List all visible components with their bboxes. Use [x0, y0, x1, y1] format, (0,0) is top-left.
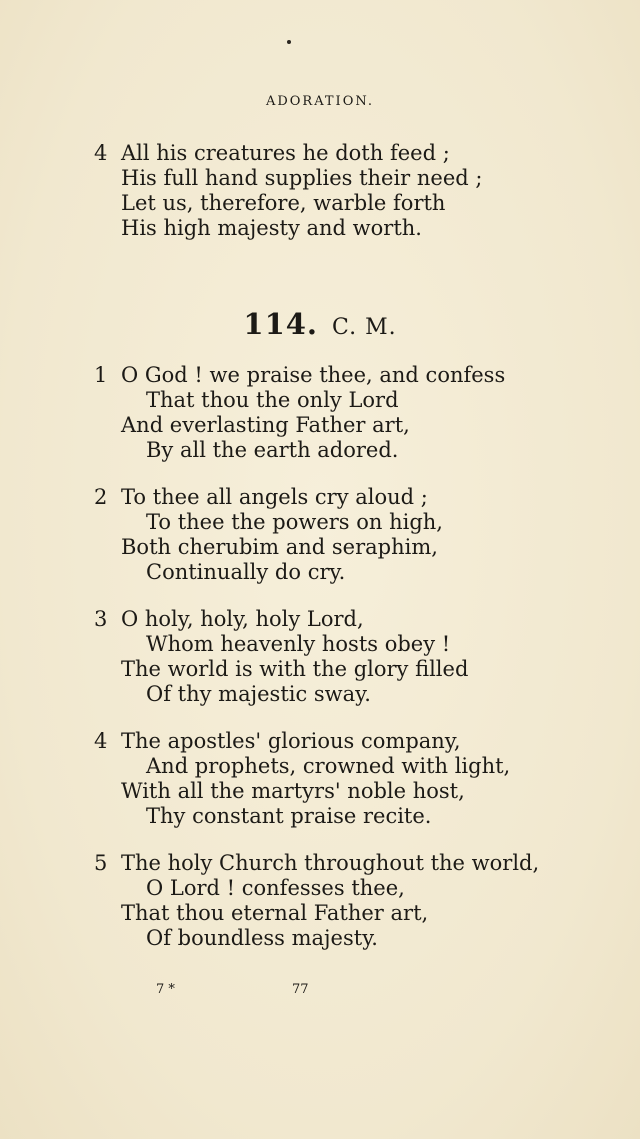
verse-line — [94, 804, 614, 829]
verse-number: 4 — [94, 141, 108, 165]
verse-line-text: That thou eternal Father art, — [121, 901, 429, 925]
running-head-text: ADORATION. — [265, 94, 375, 109]
verse-line-text: Of boundless majesty. — [146, 926, 378, 950]
verse-line-text: To thee all angels cry aloud ; — [121, 485, 428, 509]
verse-line-text: That thou the only Lord — [146, 388, 399, 412]
verse-line — [94, 141, 614, 166]
ink-dot — [287, 40, 291, 44]
verse-line — [94, 779, 614, 804]
verse-line-text: The world is with the glory filled — [121, 657, 469, 681]
verse-line-text: Whom heavenly hosts obey ! — [146, 632, 451, 656]
verse-line — [94, 166, 614, 191]
hymn-verse-2 — [94, 485, 614, 585]
verse-line — [94, 682, 614, 707]
verse-line — [94, 729, 614, 754]
hymn-verse-3 — [94, 607, 614, 707]
verse-line-text: O Lord ! confesses thee, — [146, 876, 405, 900]
running-head — [0, 94, 640, 109]
verse-line — [94, 191, 614, 216]
verse-number: 5 — [94, 851, 108, 875]
verse-line-text: Let us, therefore, warble forth — [121, 191, 446, 215]
verse-line — [94, 510, 614, 535]
verse-line-text: And prophets, crowned with light, — [146, 754, 511, 778]
verse-line-text: Of thy majestic sway. — [146, 682, 371, 706]
verse-line-text: With all the martyrs' noble host, — [121, 779, 465, 803]
verse-line-text: O God ! we praise thee, and confess — [121, 363, 506, 387]
verse-line-text: His full hand supplies their need ; — [121, 166, 483, 190]
verse-line — [94, 754, 614, 779]
verse-line — [94, 926, 614, 951]
verse-line — [94, 607, 614, 632]
hymn-meter: C. M. — [332, 315, 397, 340]
verse-line-text: Thy constant praise recite. — [146, 804, 432, 828]
verse-line — [94, 363, 614, 388]
verse-line — [94, 413, 614, 438]
signature-mark: 7 * — [156, 982, 175, 997]
verse-line — [94, 535, 614, 560]
hymn-heading — [0, 304, 640, 344]
verse-line — [94, 485, 614, 510]
hymn-number: 114. — [243, 307, 319, 341]
verse-line — [94, 438, 614, 463]
verse-line — [94, 388, 614, 413]
verse-line — [94, 901, 614, 926]
hymn-verse-1 — [94, 363, 614, 463]
hymn-verse-5 — [94, 851, 614, 951]
verse-line-text: The apostles' glorious company, — [121, 729, 461, 753]
verse-line-text: O holy, holy, holy Lord, — [121, 607, 364, 631]
verse-line — [94, 632, 614, 657]
verse-number: 1 — [94, 363, 108, 387]
verse-line-text: Continually do cry. — [146, 560, 346, 584]
verse-line-text: To thee the powers on high, — [146, 510, 443, 534]
verse-line-text: His high majesty and worth. — [121, 216, 422, 240]
verse-line — [94, 851, 614, 876]
verse-line — [94, 216, 614, 241]
verse-line-text: Both cherubim and seraphim, — [121, 535, 438, 559]
verse-number: 2 — [94, 485, 108, 509]
verse-line-text: By all the earth adored. — [146, 438, 399, 462]
verse-line — [94, 560, 614, 585]
verse-number: 3 — [94, 607, 108, 631]
verse-line-text: And everlasting Father art, — [121, 413, 410, 437]
page-number: 77 — [292, 982, 309, 997]
verse-line — [94, 876, 614, 901]
verse-line-text: The holy Church throughout the world, — [121, 851, 540, 875]
previous-hymn-verse-4 — [94, 141, 614, 241]
verse-number: 4 — [94, 729, 108, 753]
hymn-verse-4 — [94, 729, 614, 829]
verse-line-text: All his creatures he doth feed ; — [121, 141, 450, 165]
verse-line — [94, 657, 614, 682]
